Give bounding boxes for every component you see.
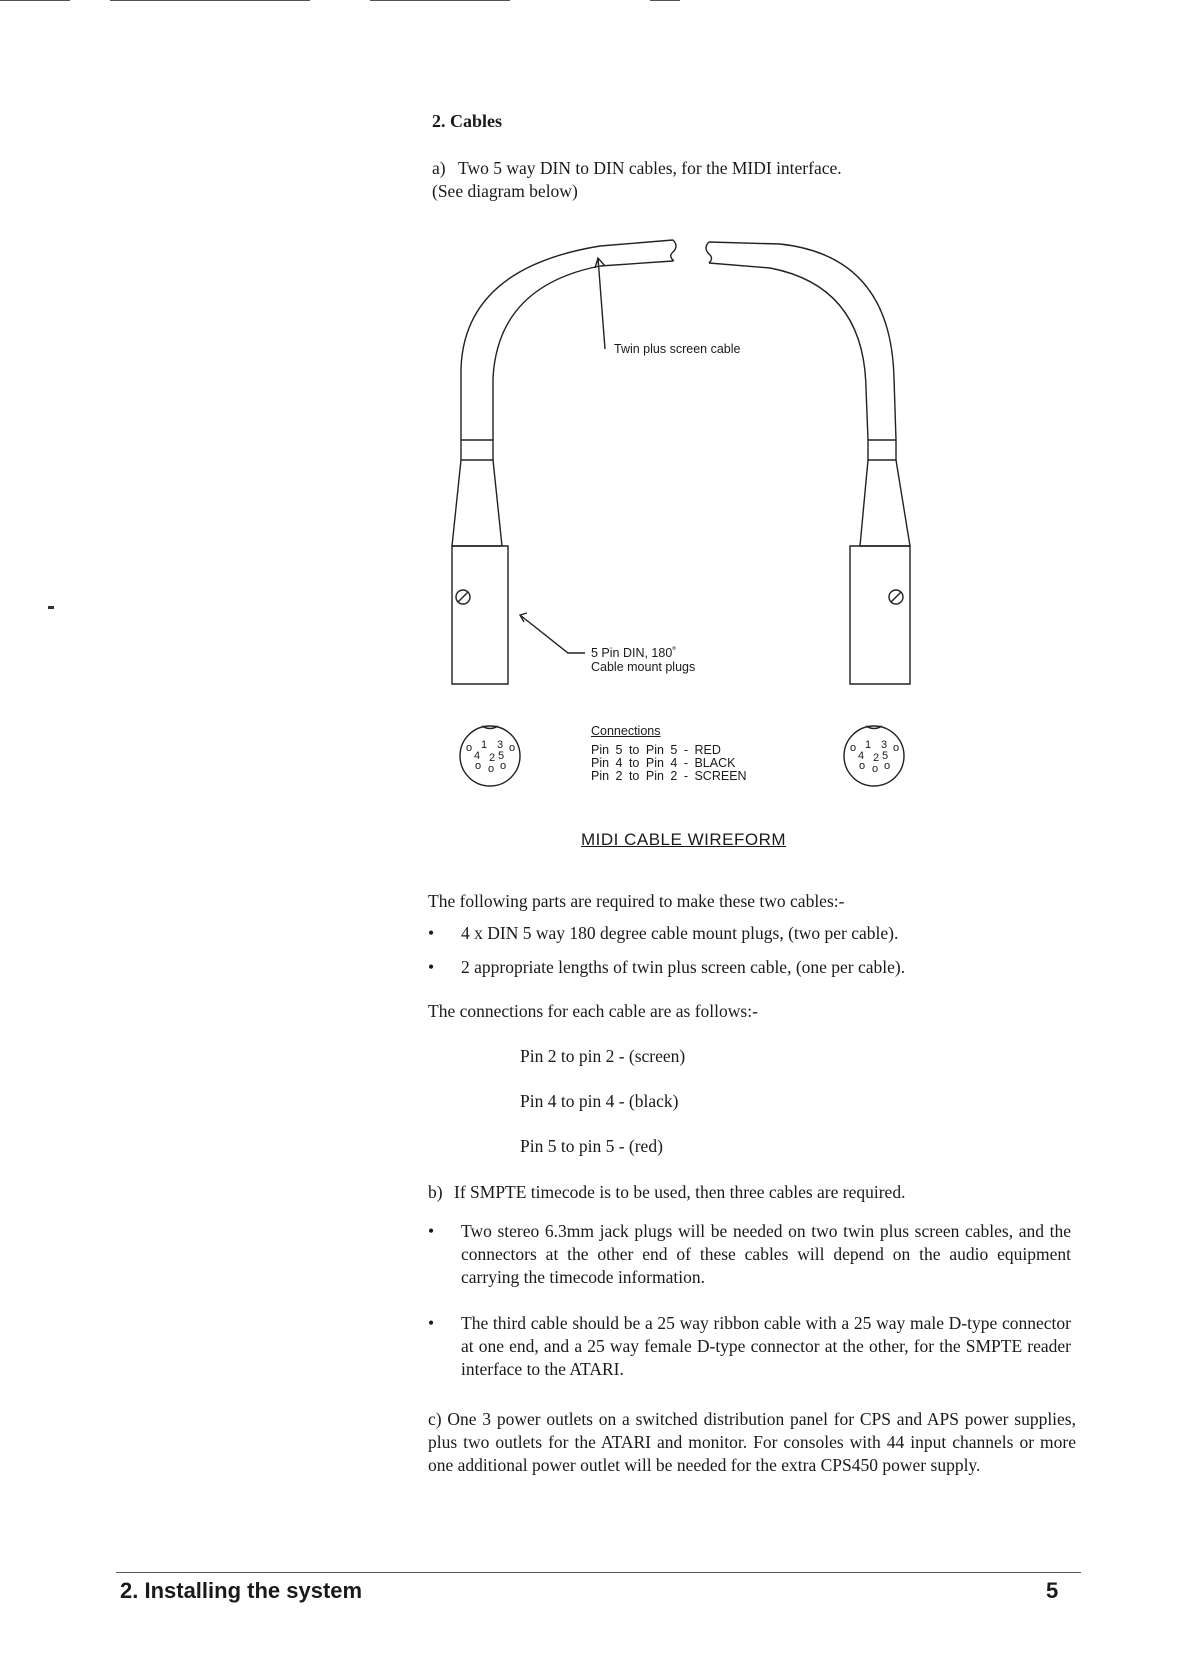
right-din-pin-2: 2 bbox=[873, 752, 880, 764]
connections-heading: Connections bbox=[591, 724, 661, 738]
footer-section-title: 2. Installing the system bbox=[120, 1578, 363, 1603]
right-plug-taper bbox=[860, 460, 910, 546]
plug-label-line2: Cable mount plugs bbox=[591, 660, 696, 674]
left-din-pin-4: 4 bbox=[474, 750, 481, 762]
item-b-text: If SMPTE timecode is to be used, then three cables are required. bbox=[454, 1182, 906, 1202]
top-scan-rule bbox=[650, 0, 680, 1]
bullet-dot: • bbox=[428, 1313, 435, 1333]
right-din-pin-1: 1 bbox=[865, 739, 872, 751]
item-b bbox=[428, 1181, 1078, 1204]
pin-connection: Pin 4 to pin 4 - (black) bbox=[520, 1091, 679, 1111]
section-heading: 2. Cables bbox=[432, 111, 503, 131]
left-din-pin-3: 3 bbox=[497, 739, 504, 751]
left-din-pin-holes: o bbox=[509, 742, 516, 754]
right-din-pin-holes: o bbox=[872, 763, 879, 775]
right-din-pin-5: 5 bbox=[882, 750, 889, 762]
right-din-pin-holes: o bbox=[850, 742, 857, 754]
bullet-dot: • bbox=[428, 1221, 435, 1241]
right-cable-end bbox=[706, 242, 712, 263]
item-a bbox=[432, 157, 992, 203]
pin-connection: Pin 2 to pin 2 - (screen) bbox=[520, 1046, 686, 1066]
right-din-pin-3: 3 bbox=[881, 739, 888, 751]
midi-cable-diagram bbox=[430, 228, 930, 849]
left-plug-taper bbox=[452, 460, 502, 546]
right-plug-body bbox=[850, 546, 910, 684]
diagram-title: MIDI CABLE WIREFORM bbox=[581, 830, 787, 849]
right-plug-screw-slot bbox=[891, 592, 901, 602]
left-din-pin-holes: o bbox=[488, 763, 495, 775]
parts-bullet-text: 2 appropriate lengths of twin plus screen cable, (one per cable). bbox=[461, 957, 906, 977]
cable-label: Twin plus screen cable bbox=[614, 342, 741, 356]
item-c: c) One 3 power outlets on a switched distribution panel for CPS and APS power supplies, plus two outlets for the ATARI and monitor. For consoles with 44 input channels or more one additional power outlet will be needed for the extra CPS450 power supply. bbox=[428, 1409, 1076, 1475]
left-din-pin-1: 1 bbox=[481, 739, 488, 751]
pin-connection: Pin 5 to pin 5 - (red) bbox=[520, 1136, 663, 1156]
left-plug-screw-slot bbox=[458, 592, 468, 602]
stray-scan-mark bbox=[48, 606, 54, 609]
bullet-dot: • bbox=[428, 957, 435, 977]
smpte-bullet-text: Two stereo 6.3mm jack plugs will be needed on two twin plus screen cables, and the connectors at the other end of these cables will depend on the audio equipment carrying the timecode information. bbox=[461, 1221, 1071, 1287]
left-din-pin-holes: o bbox=[500, 760, 507, 772]
left-din-pin-holes: o bbox=[466, 742, 473, 754]
connection-line: Pin 2 to Pin 2 - SCREEN bbox=[591, 769, 747, 783]
right-din-pin-holes: o bbox=[893, 742, 900, 754]
connection-line: Pin 4 to Pin 4 - BLACK bbox=[591, 756, 736, 770]
connection-line: Pin 5 to Pin 5 - RED bbox=[591, 743, 721, 757]
left-plug-body bbox=[452, 546, 508, 684]
footer-page-number: 5 bbox=[1046, 1578, 1059, 1603]
connections-intro: The connections for each cable are as follows:- bbox=[428, 1001, 758, 1021]
item-a-line2: (See diagram below) bbox=[432, 181, 578, 201]
smpte-bullet-text: The third cable should be a 25 way ribbon cable with a 25 way male D-type connector at one end, and a 25 way female D-type connector at the other, for the SMPTE reader interface to the ATARI. bbox=[461, 1313, 1071, 1379]
plug-label-line1: 5 Pin DIN, 180˚ bbox=[591, 646, 677, 660]
right-din-pin-4: 4 bbox=[858, 750, 865, 762]
right-plug-collar bbox=[868, 440, 896, 460]
left-plug-collar bbox=[461, 440, 493, 460]
footer-rule bbox=[116, 1572, 1081, 1573]
item-a-letter: a) bbox=[432, 158, 446, 178]
top-scan-rule bbox=[0, 0, 70, 1]
cable-label-leader bbox=[595, 258, 605, 349]
cable-drawing bbox=[430, 228, 930, 818]
right-cable-outer bbox=[709, 242, 896, 440]
parts-bullet-text: 4 x DIN 5 way 180 degree cable mount plugs, (two per cable). bbox=[461, 923, 899, 943]
left-din-pin-5: 5 bbox=[498, 750, 505, 762]
left-din-pin-holes: o bbox=[475, 760, 482, 772]
top-scan-rule bbox=[370, 0, 510, 1]
right-din-pin-holes: o bbox=[884, 760, 891, 772]
bullet-dot: • bbox=[428, 923, 435, 943]
plug-label-leader bbox=[520, 613, 585, 653]
left-cable-end bbox=[671, 240, 676, 261]
item-a-line1: Two 5 way DIN to DIN cables, for the MIDI interface. bbox=[458, 158, 842, 178]
right-din-pin-holes: o bbox=[859, 760, 866, 772]
top-scan-rule bbox=[110, 0, 310, 1]
item-b-letter: b) bbox=[428, 1182, 443, 1202]
left-din-pin-2: 2 bbox=[489, 752, 496, 764]
parts-intro: The following parts are required to make these two cables:- bbox=[428, 891, 845, 911]
